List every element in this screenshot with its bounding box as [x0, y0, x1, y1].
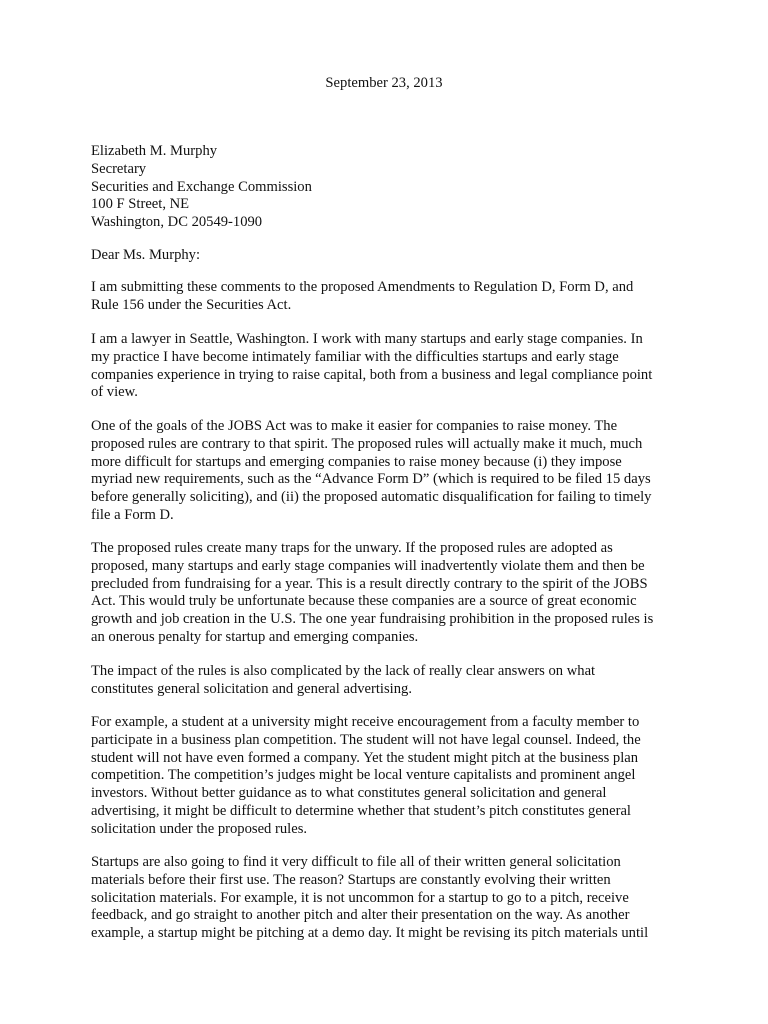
- paragraph-line: solicitation under the proposed rules.: [91, 820, 308, 837]
- paragraph-6: [91, 714, 691, 839]
- paragraph-5: [91, 663, 691, 699]
- recipient-organization: Securities and Exchange Commission: [91, 178, 312, 195]
- salutation: Dear Ms. Murphy:: [91, 247, 201, 263]
- paragraph-line: Rule 156 under the Securities Act.: [91, 296, 292, 313]
- recipient-title: Secretary: [91, 160, 147, 177]
- paragraph-7: [91, 854, 691, 943]
- paragraph-line: advertising, it might be difficult to determine whether that student’s pitch constitutes general: [91, 802, 631, 819]
- paragraph-line: before generally soliciting), and (ii) the proposed automatic disqualification for failing to timely: [91, 489, 652, 506]
- paragraph-line: competition. The competition’s judges might be local venture capitalists and prominent angel: [91, 767, 636, 784]
- paragraph-line: an onerous penalty for startup and emerging companies.: [91, 628, 419, 645]
- paragraph-line: materials before their first use. The reason? Startups are constantly evolving their written: [91, 871, 611, 888]
- paragraph-line: precluded from fundraising for a year. This is a result directly contrary to the spirit of the JOBS: [91, 575, 648, 592]
- paragraph-line: student will not have even formed a company. Yet the student might pitch at the business plan: [91, 749, 639, 766]
- paragraph-line: companies experience in trying to raise capital, both from a business and legal compliance point: [91, 366, 653, 383]
- recipient-name: Elizabeth M. Murphy: [91, 143, 218, 159]
- paragraph-line: Startups are also going to find it very difficult to file all of their written general solicitation: [91, 854, 621, 870]
- paragraph-line: my practice I have become intimately familiar with the difficulties startups and early stage: [91, 348, 619, 365]
- paragraph-line: The impact of the rules is also complicated by the lack of really clear answers on what: [91, 663, 596, 679]
- paragraph-line: constitutes general solicitation and general advertising.: [91, 680, 412, 697]
- paragraph-line: One of the goals of the JOBS Act was to make it easier for companies to raise money. The: [91, 418, 618, 434]
- recipient-address: [91, 143, 691, 232]
- recipient-street: 100 F Street, NE: [91, 196, 190, 213]
- letter-date: September 23, 2013: [325, 75, 443, 91]
- paragraph-1: [91, 279, 691, 315]
- paragraph-line: example, a startup might be pitching at a demo day. It might be revising its pitch materials until: [91, 925, 649, 942]
- paragraph-4: [91, 540, 691, 647]
- paragraph-line: The proposed rules create many traps for the unwary. If the proposed rules are adopted as: [91, 540, 613, 556]
- paragraph-line: I am a lawyer in Seattle, Washington. I work with many startups and early stage companies. In: [91, 331, 643, 347]
- paragraph-3: [91, 418, 691, 525]
- paragraph-line: file a Form D.: [91, 506, 174, 523]
- paragraph-line: Act. This would truly be unfortunate because these companies are a source of great economic: [91, 593, 637, 610]
- paragraph-line: growth and job creation in the U.S. The one year fundraising prohibition in the proposed rules is: [91, 611, 654, 628]
- paragraph-line: feedback, and go straight to another pitch and alter their presentation on the way. As another: [91, 907, 630, 924]
- paragraph-line: participate in a business plan competition. The student will not have legal counsel. Indeed, the: [91, 731, 641, 748]
- paragraph-line: solicitation materials. For example, it is not uncommon for a startup to go to a pitch, receive: [91, 889, 629, 906]
- paragraph-2: [91, 331, 691, 402]
- paragraph-line: I am submitting these comments to the proposed Amendments to Regulation D, Form D, and: [91, 279, 634, 295]
- paragraph-line: of view.: [91, 384, 138, 401]
- paragraph-line: more difficult for startups and emerging companies to raise money because (i) they impose: [91, 453, 622, 470]
- paragraph-line: myriad new requirements, such as the “Advance Form D” (which is required to be filed 15 days: [91, 471, 651, 488]
- paragraph-line: For example, a student at a university might receive encouragement from a faculty member to: [91, 714, 640, 730]
- paragraph-line: proposed, many startups and early stage companies will inadvertently violate them and then be: [91, 557, 645, 574]
- paragraph-line: investors. Without better guidance as to what constitutes general solicitation and general: [91, 785, 607, 802]
- paragraph-line: proposed rules are contrary to that spirit. The proposed rules will actually make it much, much: [91, 435, 643, 452]
- recipient-city: Washington, DC 20549-1090: [91, 214, 263, 231]
